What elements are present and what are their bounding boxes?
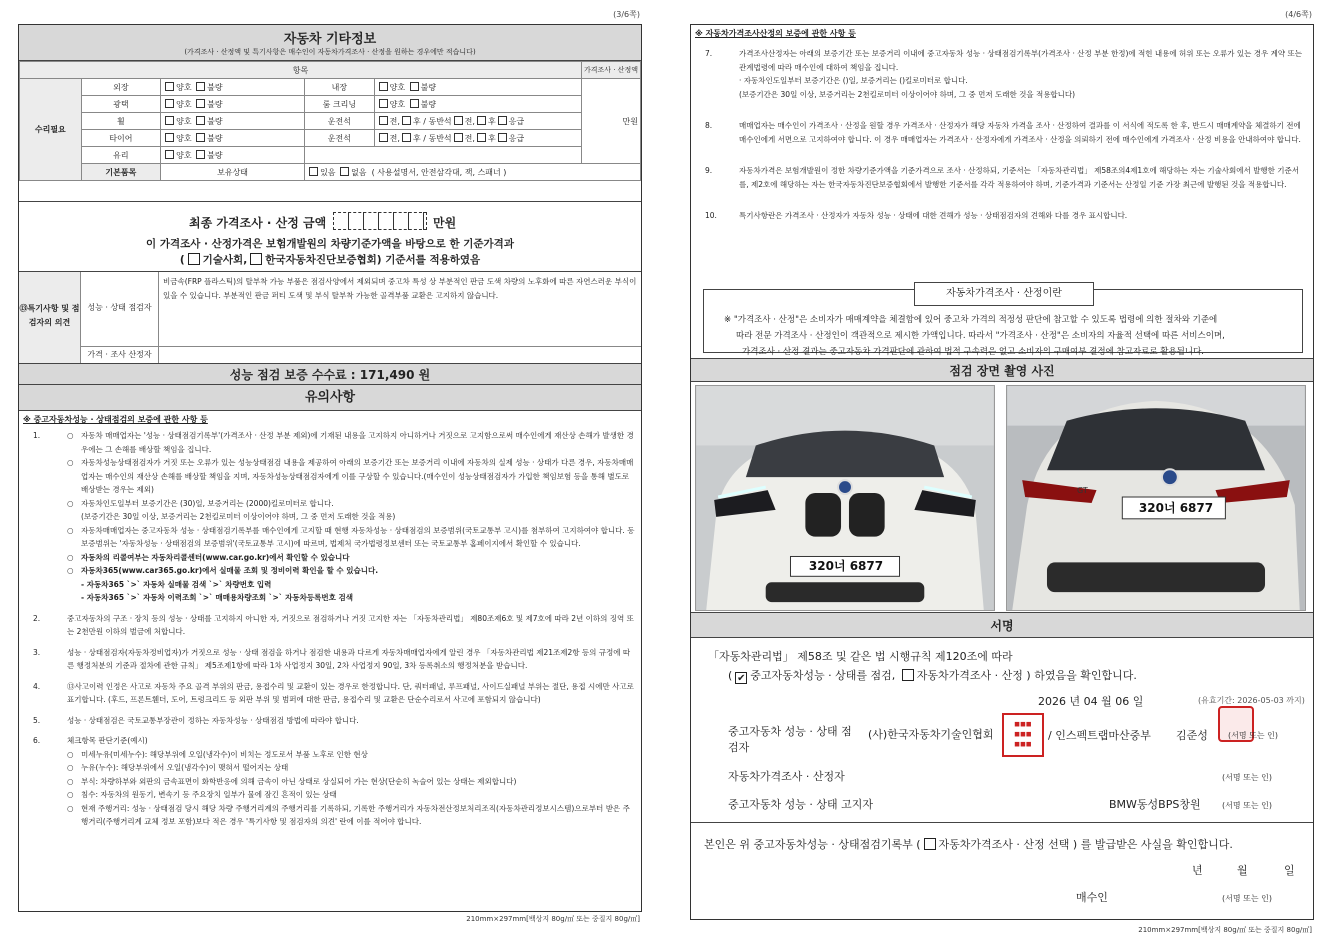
row-label: 휠 [81,113,160,130]
checkbox[interactable] [454,116,463,125]
option-cell: 양호 불량 [161,113,305,130]
checkbox[interactable] [188,253,200,265]
inspector-name: 김준성 [1176,729,1208,742]
checkbox[interactable] [402,133,411,142]
option-cell: 양호 불량 [161,79,305,96]
sign-suffix: (서명 또는 인) [1222,773,1272,782]
caution-title: 유의사항 [19,385,641,411]
basic-item: 보유상태 [161,164,305,181]
model-badge: GT [1077,486,1088,495]
checkbox[interactable] [498,116,507,125]
section-title: 자동차 기타정보 [283,32,377,47]
option-cell: 양호 불량 [374,96,581,113]
inspector-org: (사)한국자동차기술인협회 [868,728,994,741]
confirm-line: ( ✔ 중고자동차성능 · 상태를 점검, 자동차가격조사 · 산정 ) 하였음을 확인합니다. [728,669,1137,684]
guarantee-item: 7. 가격조사산정자는 아래의 보증기간 또는 보증거리 이내에 중고자동차 성능 · 상태점검기록부(가격조사 · 산정 부분 한정)에 적힌 내용에 허위 또는 오류가 있는 경우 계약 또는 관계법령에 따라 매수인에 대하여 책임을 집니다. · 자동차인도일부터 보증기간은 ()일, 보증거리는 ()킬로미터로 합니다. (보증기간은 30일 이상, 보증거리는 2천킬로미터 이상이어야 하며, 그 중 먼저 도래한 것을 적용합니다) [705,49,1302,99]
page-number: (4/6쪽) [1285,10,1312,19]
checkbox[interactable] [340,167,349,176]
option-cell: 양호 불량 [161,96,305,113]
amount-input[interactable] [333,212,427,230]
rear-photo [1006,385,1306,611]
checkbox[interactable] [196,150,205,159]
checkbox[interactable] [309,167,318,176]
col-header-price: 가격조사 · 산정액 [581,62,640,79]
row-label: 내장 [305,79,375,96]
position-cell: 전, 후 / 동반석 전, 후 응급 [374,113,581,130]
checkbox[interactable] [165,99,174,108]
checkbox[interactable] [196,99,205,108]
checkbox[interactable] [379,116,388,125]
caution-item: 1. ○ 자동차 매매업자는 '성능 · 상태점검기록부'(가격조사 · 산정 부분 제외)에 기재된 내용을 고지하지 아니하거나 거짓으로 고지함으로써 매수인에게 재산상 손해가 발생한 경우에는 그 손해를 배상할 책임을 집니다. ○ 자동차성능상태점검자가 거짓 또는 오류가 있는 성능상태점검 내용을 제공하여 아래의 보증기간 또는 보증거리 이내에 자동차의 실제 성능 · 상태가 다른 경우, 자동차매매업자는 매수인의 재산상 손해를 배상할 책임을 지며, 자동차성능상태점검자에게 이를 구상할 수 있습니다.(매수인이 성능상태점검자가 가입한 책임보험 등을 통해 별도로 배상받는 경우는 제외) ○ 자동차인도일부터 보증기간은 (30)일, 보증거리는 (2000)킬로미터로 합니다. (보증기간은 30일 이상, 보증거리는 2천킬로미터 이상이어야 하며, 그 중 먼저 도래한 것을 적용) ○ 자동차매매업자는 중고자동차 성능 · 상태점검기록부를 매수인에게 고지할 때 현행 자동차성능 · 상태점검의 보증범위(국토교통부 고시)를 첨부하여 고지하여야 합니다. 동 보증범위는 '자동차성능 · 상태점검의 보증범위'(국토교통부 고시)에 따르며, 법제처 국가법령정보센터 또는 국토교통부 홈페이지에서 확인할 수 있습니다. ○ 자동차의 리콜여부는 자동차리콜센터(www.car.go.kr)에서 확인할 수 있습니다 ○ 자동차365(www.car365.go.kr)에서 실매물 조회 및 정비이력 확인을 할 수 있습니다. - 자동차365 `>` 자동차 실매물 검색 `>` 차량번호 입력 - 자동차365 `>` 자동차 이력조회 `>` 매매용차량조회 `>` 자동차등록번호 검색 [33,431,635,602]
caution-item: 5. 성능 · 상태점검은 국토교통부장관이 정하는 자동차성능 · 상태점검 방법에 따라야 합니다. [33,715,359,725]
license-plate: 320너 6877 [1138,501,1214,515]
repair-label: 수리필요 [20,79,82,181]
price-value: 만원 [581,79,640,164]
checkbox[interactable] [454,133,463,142]
paper-spec: 210mm×297mm[백상지 80g/㎡ 또는 중질지 80g/㎡] [1138,926,1312,934]
position-cell: 전, 후 / 동반석 전, 후 응급 [374,130,581,147]
notifier-name: BMW동성BPS창원 [1109,798,1201,811]
buyer-confirm: 본인은 위 중고자동차성능 · 상태점검기록부 ( 자동차가격조사 · 산정 선택 ) 를 발급받은 사실을 확인합니다. [704,838,1233,851]
row-label: 타이어 [81,130,160,147]
guarantee-item: 9. 자동차가격은 보험개발원이 정한 차량기준가액을 기준가격으로 조사 · 산정하되, 기준서는 「자동차관리법」 제58조의4제1호에 해당하는 자는 기술사회에서 발행한 기준서를, 제2호에 해당하는 자는 한국자동차진단보증협회에서 발행한 기준서를 각각 적용하여야 하며, 기준가격과 기준서는 산정일 기준 가장 최근에 발행된 것을 적용합니다. [705,166,1300,189]
form-frame [18,24,642,912]
sign-suffix: (서명 또는 인) [1228,731,1278,740]
options-table [19,61,641,181]
final-basis: 이 가격조사 · 산정가격은 보험개발원의 차량기준가액을 바탕으로 한 기준가격과 [146,238,514,250]
checkbox[interactable] [477,116,486,125]
signature-title: 서명 [691,612,1313,638]
section-header [19,25,641,61]
checkbox[interactable] [165,133,174,142]
ymd-month: 월 [1237,864,1248,877]
price-guarantee-list [699,47,1307,230]
option-cell: 양호 불량 [374,79,581,96]
price-info-line: ※ "가격조사 · 산정"은 소비자가 매매계약을 체결함에 있어 중고차 가격의 적정성 판단에 참고할 수 있도록 법령에 의한 절차와 기준에 [724,315,1218,325]
price-inspector-label: 자동차가격조사 · 산정자 [728,770,845,783]
option-cell: 양호 불량 [161,130,305,147]
special-notes-box [19,271,641,363]
checkbox[interactable] [410,82,419,91]
checkbox[interactable] [402,116,411,125]
ymd-year: 년 [1192,864,1203,877]
inspector-branch: / 인스펙트랩마산중부 [1048,729,1151,742]
checkbox[interactable] [924,838,936,850]
col-header-item: 항목 [20,62,582,79]
price-info-line: 따라 전문 가격조사 · 산정인이 객관적으로 제시한 가액입니다. 따라서 "가격조사 · 산정"은 소비자의 자율적 선택에 따른 서비스이며, [736,331,1225,341]
org-seal-stamp: ◼◼◼ ◼◼◼ ◼◼◼ [1002,713,1044,757]
checkbox-checked[interactable]: ✔ [737,673,746,684]
validity-period: (유효기간: 2026-05-03 까지) [1198,696,1305,705]
caution-item: 3. 성능 · 상태점검자(자동차정비업자)가 거짓으로 성능 · 상태 점검을 하거나 점검한 내용과 다르게 자동차매매업자에게 알린 경우 「자동차관리법 제21조제2항 등의 규정에 따른 행정처분의 기준과 절차에 관한 규칙」 제5조제1항에 따라 1차 사업정지 30일, 2차 사업정지 90일, 3차 등록취소의 행정처분을 받습니다. [33,647,631,670]
final-basis-2: ( 기술사회, 한국자동차진단보증협회) 기준서를 적용하였음 [179,254,481,266]
notifier-label: 중고자동차 성능 · 상태 고지자 [728,798,873,811]
checkbox[interactable] [196,116,205,125]
perf-label: 성능 · 상태 점검자 [81,272,159,346]
price-guarantee-head: ※ 자동차가격조사산정의 보증에 관한 사항 등 [695,29,856,38]
car-front-illustration [696,386,994,610]
checkbox[interactable] [379,99,388,108]
guarantee-item: 10. 특기사항란은 가격조사 · 산정자가 자동차 성능 · 상태에 대한 견해가 성능 · 상태점검자의 견해와 다를 경우 표시합니다. [705,211,1128,220]
license-plate: 320너 6877 [808,559,884,573]
left-page [0,0,660,940]
row-label: 운전석 [305,113,375,130]
caution-head: ※ 중고자동차성능 · 상태점검의 보증에 관한 사항 등 [23,415,208,424]
page-number: (3/6쪽) [613,10,640,19]
buyer-label: 매수인 [1076,891,1108,904]
sign-suffix: (서명 또는 인) [1222,801,1272,810]
paper-spec: 210mm×297mm[백상지 80g/㎡ 또는 중질지 80g/㎡] [466,915,640,923]
row-label: 운전석 [305,130,375,147]
option-cell: 양호 불량 [161,147,305,164]
price-info-line: 가격조사 · 산정 결과는 중고자동차 가격판단에 관하여 법적 구속력은 없고 소비자의 구매여부 결정에 참고자료로 활용됩니다. [742,347,1204,357]
row-label: 룸 크리닝 [305,96,375,113]
caution-list [27,429,635,836]
price-inspector-label: 가격 · 조사 산정자 [81,346,159,364]
sign-date: 2026 년 04 월 06 일 [1038,695,1144,708]
price-info-title: 자동차가격조사 · 산정이란 [914,282,1094,306]
final-amount-box [19,201,641,271]
checkbox[interactable] [250,253,262,265]
row-label: 외장 [81,79,160,96]
special-label: ⑬특기사항 및 점검자의 의견 [19,272,81,364]
caution-item: 6. 체크항목 판단기준(예시) ○ 미세누유(미세누수): 해당부위에 오일(냉각수)이 비치는 정도로서 부품 노후로 인한 현상 ○ 누유(누수): 해당부위에서 오일(냉각수)이 맺혀서 떨어지는 상태 ○ 부식: 차량하부와 외판의 금속표면이 화학반응에 의해 금속이 아닌 상태로 상실되어 가는 현상(단순히 녹슬어 있는 상태는 제외합니다) ○ 침수: 자동차의 원동기, 변속기 등 주요장치 일부가 물에 잠긴 흔적이 있는 상태 ○ 현재 주행거리: 성능 · 상태점검 당시 해당 차량 주행거리계의 주행거리를 기록하되, 기록한 주행거리가 자동차전산정보처리조직(자동차관리정보시스템)으로부터 받은 주행거리(주행거리계 교체 정보 포함)보다 적은 경우 '특기사항 및 점검자의 의견' 란에 이를 적어야 합니다. [33,736,630,826]
checkbox[interactable] [196,133,205,142]
checkbox[interactable] [498,133,507,142]
checkbox[interactable] [477,133,486,142]
checkbox[interactable] [165,82,174,91]
checkbox[interactable] [410,99,419,108]
row-label: 광택 [81,96,160,113]
photo-section-title: 점검 장면 촬영 사진 [691,358,1313,382]
checkbox[interactable] [379,133,388,142]
row-label: 유리 [81,147,160,164]
front-photo [695,385,995,611]
price-info-box [703,288,1303,357]
ymd-day: 일 [1284,864,1295,877]
caution-item: 2. 중고자동차의 구조 · 장치 등의 성능 · 상태를 고지하지 아니한 자, 거짓으로 점검하거나 거짓 고지한 자는 「자동차관리법」 제80조제6호 및 제7호에 따라 2년 이하의 징역 또는 2천만원 이하의 벌금에 처합니다. [33,613,634,636]
law-basis: 「자동차관리법」 제58조 및 같은 법 시행규칙 제120조에 따라 [708,650,1013,663]
checkbox[interactable] [165,116,174,125]
basic-label: 기본품목 [81,164,160,181]
sign-suffix: (서명 또는 인) [1222,894,1272,903]
final-amount-label: 최종 가격조사 · 산정 금액 [189,216,327,230]
inspector-label: 중고자동차 성능 · 상태 점검자 [728,725,852,754]
guarantee-item: 8. 매매업자는 매수인이 가격조사 · 산정을 원할 경우 가격조사 · 산정자가 해당 자동차 가격을 조사 · 산정하여 결과를 이 서식에 적도록 한 후, 반드시 매매계약을 체결하기 전에 매수인에게 서면으로 고지하여야 합니다. 이 경우 매매업자는 가격조사 · 산정자에게 가격조사 · 산정을 의뢰하기 전에 매수인에게 가격조사 · 산정 비용을 안내하여야 합니다. [705,121,1301,144]
basic-options: 있음 없음 ( 사용설명서, 안전삼각대, 잭, 스패너 ) [305,164,641,181]
checkbox[interactable] [196,82,205,91]
final-amount-unit: 만원 [433,216,457,230]
caution-item: 4. ⑬사고이력 인정은 사고로 자동차 주요 골격 부위의 판금, 용접수리 및 교환이 있는 경우로 한정합니다. 단, 쿼터패널, 루프패널, 사이드실패널 부위는 절단, 용접 시에만 사고로 표기합니다. (후드, 프론트휀더, 도어, 트렁크리드 등 외판 부위 및 범퍼에 대한 판금, 용접수리 및 교환은 단순수리로서 사고에 포함되지 않습니다) [33,681,634,704]
perf-text: 비금속(FRP 플라스틱)의 탈부착 가능 부품은 점검사양에서 제외되며 중고차 특성 상 부분적인 판금 도색 차량의 노후화에 따른 자연스러운 부식이 있을 수 있습니다. 부분적인 판금 퍼티 도색 및 부식 탈부착 가능한 골격부품 교환은 고지하지 않습니다. [163,277,637,300]
checkbox[interactable] [379,82,388,91]
checkbox[interactable] [165,150,174,159]
right-page [672,0,1332,940]
section-subtitle: (가격조사 · 산정액 및 특기사항은 매수인이 자동차가격조사 · 산정을 원하는 경우에만 적습니다) [184,48,476,56]
inspection-fee: 성능 점검 보증 수수료 : 171,490 원 [19,363,641,385]
checkbox[interactable] [902,669,914,681]
